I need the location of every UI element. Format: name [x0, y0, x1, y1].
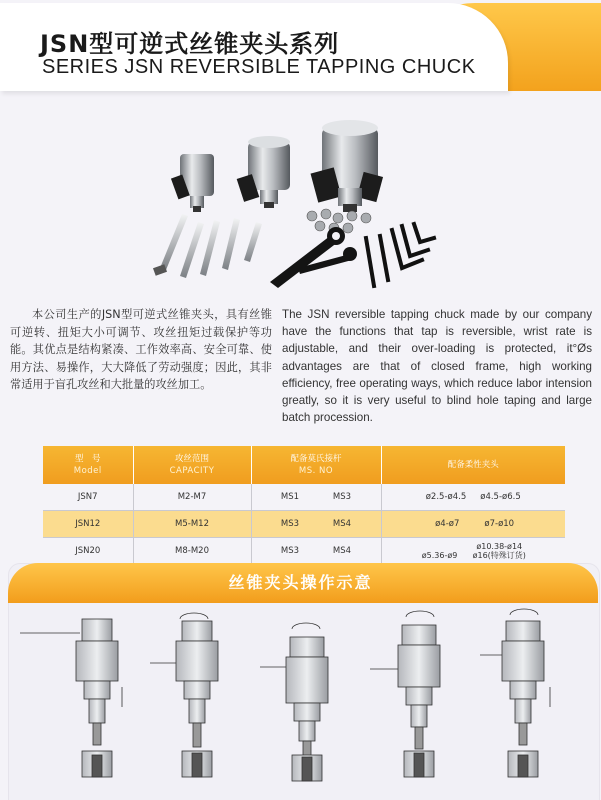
chuck-medium — [237, 136, 290, 208]
cell-collet — [381, 511, 565, 538]
header-ms-cn: 配备莫氏接杆 — [290, 454, 342, 464]
cell-ms-a: MS3 — [280, 546, 300, 556]
operation-step-2 — [150, 613, 218, 777]
taper-arbors — [153, 214, 262, 278]
page-title-en: SERIES JSN REVERSIBLE TAPPING CHUCK — [42, 56, 476, 78]
chuck-small — [171, 154, 214, 212]
cell-capacity: M8-M20 — [133, 538, 251, 565]
cell-collet-a: ø4-ø7 — [435, 519, 460, 529]
description-cn: 本公司生产的JSN型可逆式丝锥夹头，具有丝锥可逆转、扭矩大小可调节、攻丝扭矩过载保护等功能。其优点是结构紧凑、工作效率高、安全可靠、使用方法、易操作，大大降低了劳动强度；因此，其非常适用于盲孔攻丝和大批量的攻丝加工。 — [10, 308, 272, 391]
cell-collet — [381, 484, 565, 511]
cell-collet — [381, 538, 565, 565]
header-ms-en: MS. NO — [298, 466, 334, 476]
cell-ms — [251, 538, 381, 565]
cell-collet-b-line1: ø10.38-ø14 — [476, 541, 523, 551]
operation-diagrams — [10, 605, 598, 797]
header-model-en: Model — [73, 466, 102, 476]
wrenches — [270, 227, 357, 288]
header-collet-cn: 配备柔性夹头 — [447, 460, 499, 470]
cell-collet-a: ø2.5-ø4.5 — [425, 492, 467, 502]
cell-ms — [251, 511, 381, 538]
operation-step-5 — [480, 609, 550, 777]
tapping-chuck-set-photo — [140, 118, 440, 293]
chuck-large — [311, 120, 383, 212]
cell-collet-b: ø7-ø10 — [484, 519, 515, 529]
description-en: The JSN reversible tapping chuck made by our company have the functions that tap is reversible, wrist rate is adjustable, and their over-loading is protected, it°Øs advantages are that of closed frame, high working efficiency, free operating ways, which reduce labor intension greatly, so it is very useful to blind hole taping and large batch procession. — [282, 308, 592, 425]
cell-collet-a: ø5.36-ø9 — [421, 551, 458, 560]
cell-model: JSN12 — [43, 511, 133, 538]
cell-model: JSN7 — [43, 484, 133, 511]
cell-ms-a: MS1 — [280, 492, 300, 502]
table-row — [43, 484, 565, 511]
cell-collet-c: ø16(特殊订货) — [472, 551, 526, 560]
header-collet — [381, 446, 565, 484]
operation-step-1 — [20, 619, 122, 777]
operation-step-4 — [370, 611, 440, 777]
cell-ms — [251, 484, 381, 511]
header-ms — [251, 446, 381, 484]
header-capacity-en: CAPACITY — [169, 466, 215, 476]
table-header-row — [43, 446, 565, 484]
header-model-cn: 型 号 — [74, 454, 101, 464]
cell-capacity: M2-M7 — [133, 484, 251, 511]
cell-ms-b: MS4 — [332, 519, 352, 529]
cell-collet-b: ø4.5-ø6.5 — [480, 492, 521, 502]
cell-capacity: M5-M12 — [133, 511, 251, 538]
hex-keys — [366, 224, 434, 286]
spec-table — [43, 446, 565, 565]
table-row — [43, 511, 565, 538]
operation-title: 丝锥夹头操作示意 — [228, 573, 373, 592]
table-row — [43, 538, 565, 565]
header-model — [43, 446, 133, 484]
cell-ms-b: MS4 — [332, 546, 352, 556]
header-capacity — [133, 446, 251, 484]
cell-ms-a: MS3 — [280, 519, 300, 529]
header-capacity-cn: 攻丝范围 — [174, 454, 209, 464]
operation-step-3 — [260, 623, 328, 781]
cell-model: JSN20 — [43, 538, 133, 565]
cell-ms-b: MS3 — [332, 492, 352, 502]
cell-collet-b — [473, 542, 526, 561]
page-title-cn: JSN型可逆式丝锥夹头系列 — [40, 30, 340, 58]
